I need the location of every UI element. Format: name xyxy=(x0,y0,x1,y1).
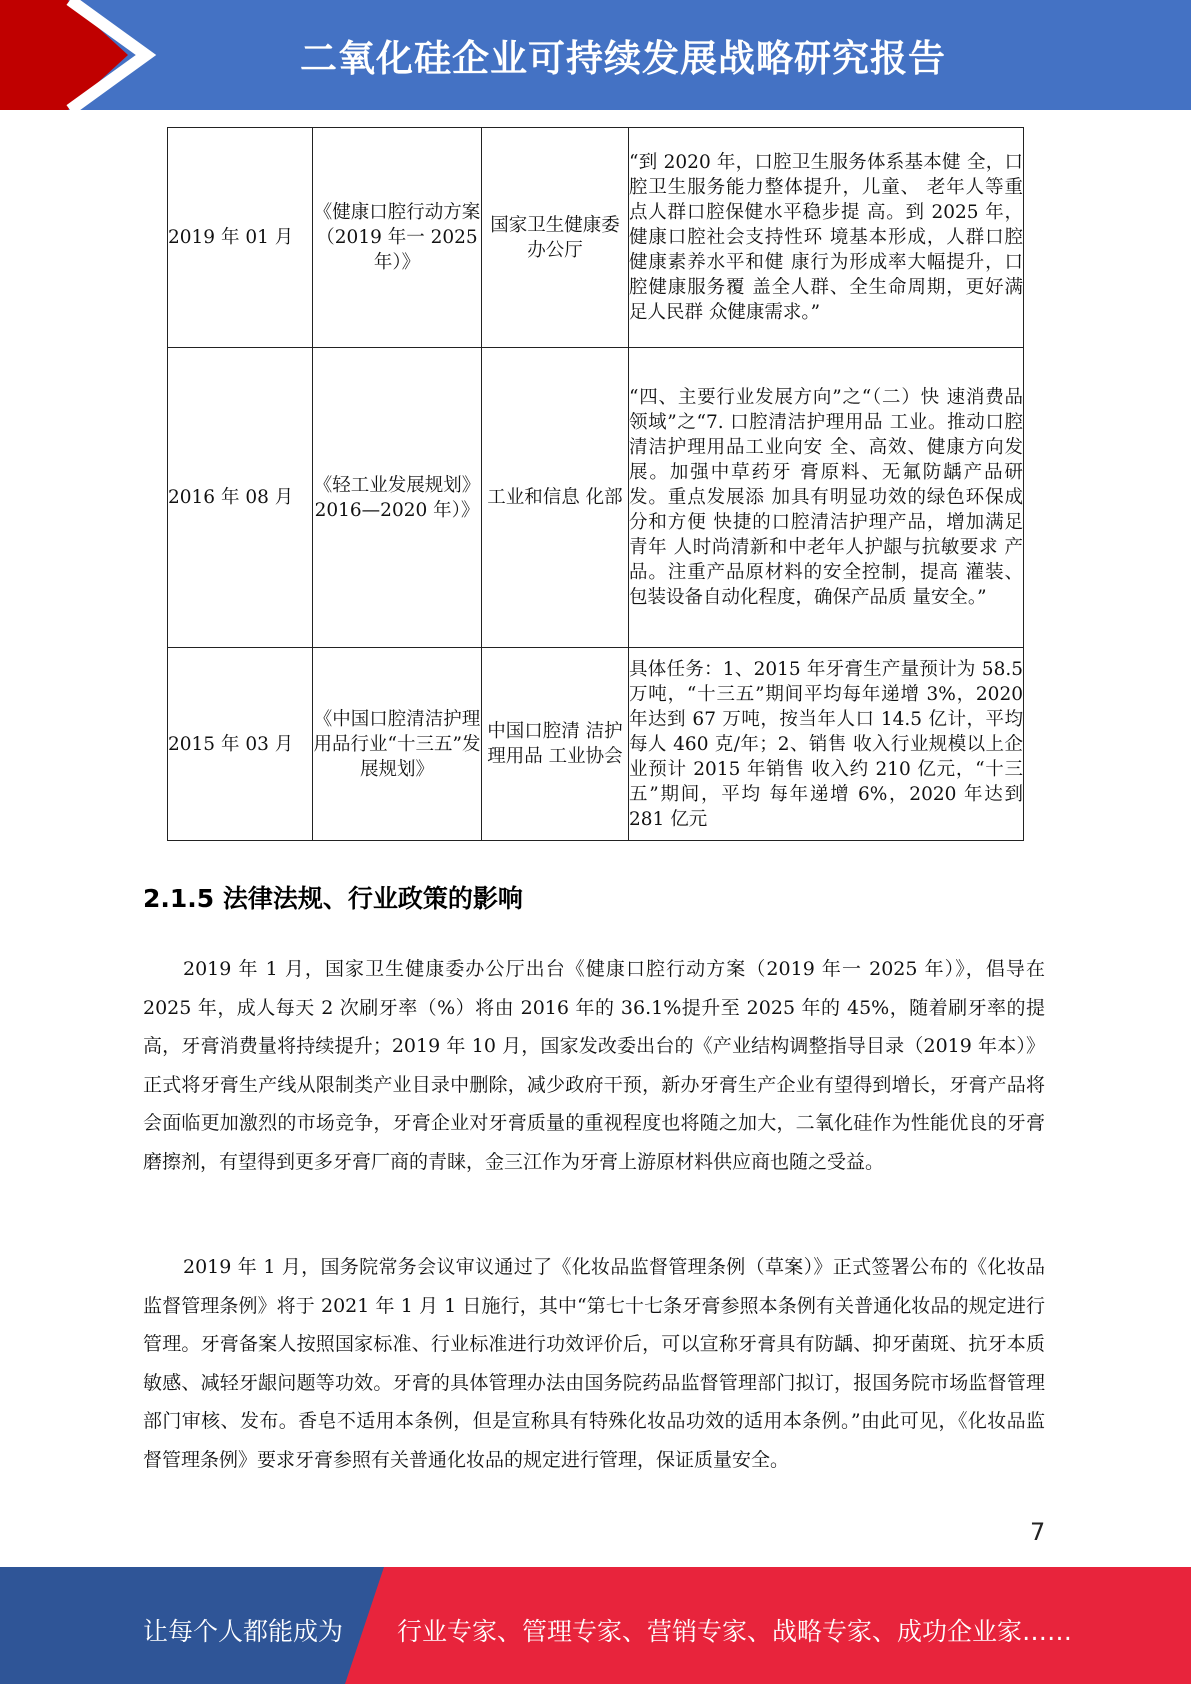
footer-slogan-right: 行业专家、管理专家、营销专家、战略专家、成功企业家…… xyxy=(397,1617,1073,1646)
table-cell-content: 具体任务：1、2015 年牙膏生产量预计为 58.5 万吨，“十三五”期间平均每年递增 3%，2020 年达到 67 万吨，按当年人口 14.5 亿计，平均每人 460 克/年；2、销售 收入行业规模以上企业预计 2015 年销售 收入约 210 亿元，“十三五”期间，平均 每年递增 6%，2020 年达到 281 亿元 xyxy=(629,648,1024,841)
table-cell-date: 2015 年 03 月 xyxy=(168,648,313,841)
body-paragraph: 2019 年 1 月，国务院常务会议审议通过了《化妆品监督管理条例（草案）》正式签署公布的《化妆品监督管理条例》将于 2021 年 1 月 1 日施行，其中“第七十七条牙膏参照本条例有关普通化妆品的规定进行管理。牙膏备案人按照国家标准、行业标准进行功效评价后，可以宣称牙膏具有防龋、抑牙菌斑、抗牙本质敏感、减轻牙龈问题等功效。牙膏的具体管理办法由国务院药品监督管理部门拟订，报国务院市场监督管理部门审核、发布。香皂不适用本条例，但是宣称具有特殊化妆品功效的适用本条例。”由此可见，《化妆品监督管理条例》要求牙膏参照有关普通化妆品的规定进行管理，保证质量安全。 xyxy=(143,1256,1045,1471)
footer-slogan-left: 让每个人都能成为 xyxy=(143,1617,344,1646)
section-heading: 2.1.5 法律法规、行业政策的影响 xyxy=(143,884,523,913)
table-row xyxy=(168,648,1024,841)
table-cell-issuer: 中国口腔清 洁护理用品 工业协会 xyxy=(482,648,629,841)
table-row xyxy=(168,348,1024,648)
table-cell-date: 2019 年 01 月 xyxy=(168,128,313,348)
table-row xyxy=(168,128,1024,348)
table-cell-date: 2016 年 08 月 xyxy=(168,348,313,648)
table-cell-issuer: 国家卫生健康委办公厅 xyxy=(482,128,629,348)
body-paragraph: 2019 年 1 月，国家卫生健康委办公厅出台《健康口腔行动方案（2019 年一 2025 年）》，倡导在 2025 年，成人每天 2 次刷牙率（%）将由 2016 年的 36.1%提升至 2025 年的 45%，随着刷牙率的提高，牙膏消费量将持续提升；2019 年 10 月，国家发改委出台的《产业结构调整指导目录（2019 年本）》正式将牙膏生产线从限制类产业目录中删除，减少政府干预，新办牙膏生产企业有望得到增长，牙膏产品将会面临更加激烈的市场竞争，牙膏企业对牙膏质量的重视程度也将随之加大，二氧化硅作为性能优良的牙膏磨擦剂，有望得到更多牙膏厂商的青睐，金三江作为牙膏上游原材料供应商也随之受益。 xyxy=(143,958,1045,1173)
report-title: 二氧化硅企业可持续发展战略研究报告 xyxy=(300,37,946,80)
policy-table xyxy=(167,127,1024,841)
table-cell-policy-name: 《中国口腔清洁护理用品行业“十三五”发展规划》 xyxy=(313,648,482,841)
table-cell-content: “到 2020 年，口腔卫生服务体系基本健 全，口腔卫生服务能力整体提升，儿童、 老年人等重点人群口腔保健水平稳步提 高。到 2025 年，健康口腔社会支持性环 境基本形成，人群口腔健康素养水平和健 康行为形成率大幅提升，口腔健康服务覆 盖全人群、全生命周期，更好满足人民群 众健康需求。” xyxy=(629,128,1024,348)
table-cell-issuer: 工业和信息 化部 xyxy=(482,348,629,648)
table-cell-content: “四、主要行业发展方向”之“（二）快 速消费品领域”之“7. 口腔清洁护理用品 工业。推动口腔清洁护理用品工业向安 全、高效、健康方向发展。加强中草药牙 膏原料、无氟防龋产品研发。重点发展添 加具有明显功效的绿色环保成分和方便 快捷的口腔清洁护理产品，增加满足青年 人时尚清新和中老年人护龈与抗敏要求 产品。注重产品原材料的安全控制，提高 灌装、包装设备自动化程度，确保产品质 量安全。” xyxy=(629,348,1024,648)
table-cell-policy-name: 《健康口腔行动方案（2019 年一 2025 年）》 xyxy=(313,128,482,348)
page-number: 7 xyxy=(1030,1518,1046,1546)
page-footer xyxy=(0,1567,1191,1684)
table-cell-policy-name: 《轻工业发展规划》2016—2020 年）》 xyxy=(313,348,482,648)
page-header xyxy=(0,0,1191,110)
